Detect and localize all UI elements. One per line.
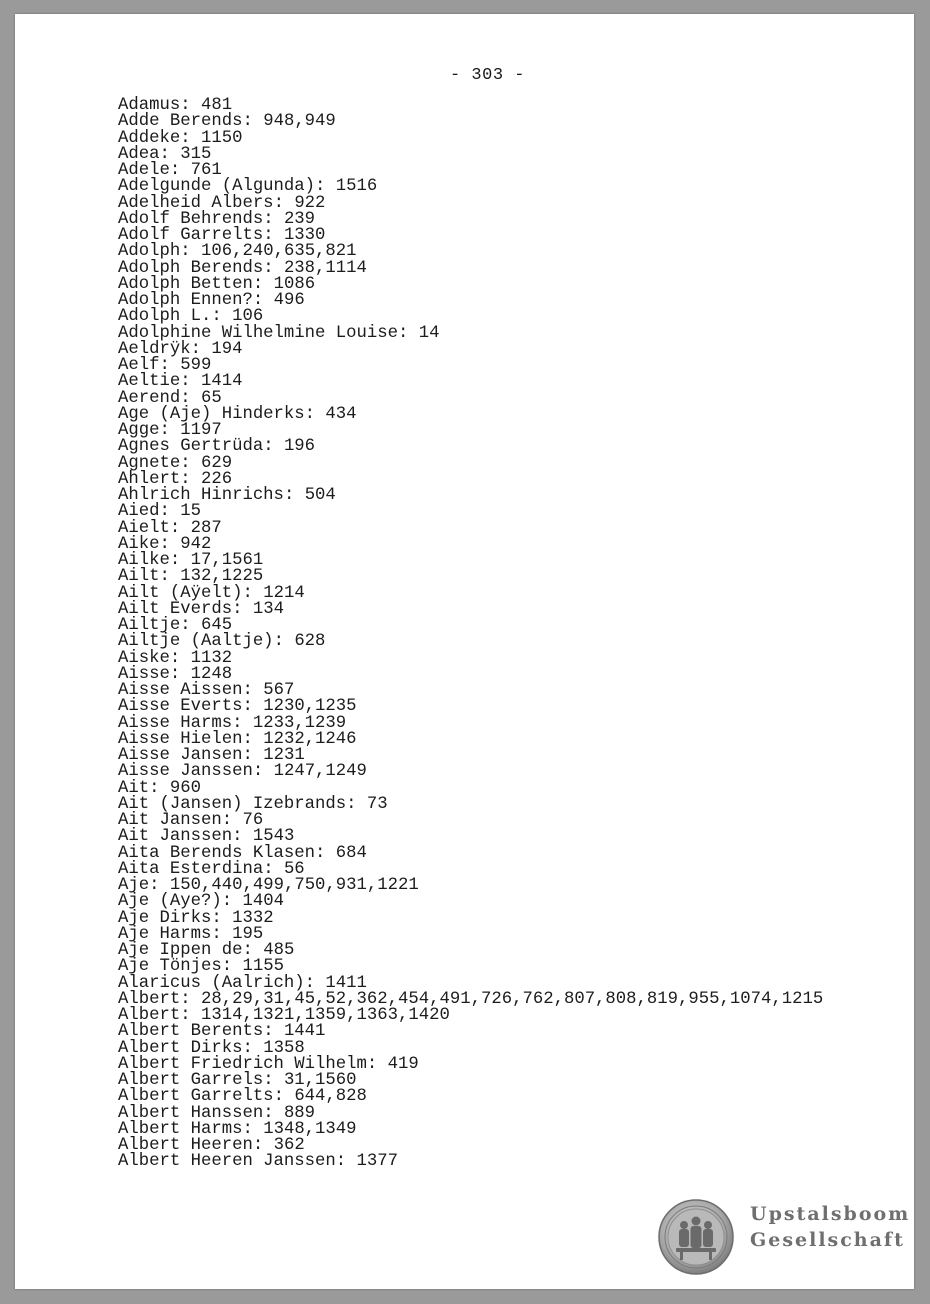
entry-page-refs: 567 xyxy=(263,681,295,700)
entry-separator: : xyxy=(252,274,274,294)
entry-name: Ailt (Aÿelt) xyxy=(118,583,243,603)
entry-name: Adelheid Albers xyxy=(118,193,274,213)
entry-name: Ailt xyxy=(118,567,160,587)
entry-separator: : xyxy=(169,551,191,570)
entry-separator: : xyxy=(180,453,201,473)
entry-name: Addeke xyxy=(118,128,181,148)
entry-name: Aisse Janssen xyxy=(118,762,253,782)
entry-page-refs: 1516 xyxy=(335,177,378,197)
entry-name: Agnete xyxy=(118,453,181,473)
entry-page-refs: 1197 xyxy=(180,421,222,440)
index-entry xyxy=(118,504,823,520)
entry-separator: : xyxy=(149,876,170,895)
entry-name: Aisse Harms xyxy=(118,713,233,733)
entry-separator: : xyxy=(159,144,181,164)
entry-separator: : xyxy=(242,941,264,960)
entry-name: Aeldrÿk xyxy=(118,339,191,359)
entry-page-refs: 195 xyxy=(232,924,264,944)
entry-page-refs: 1155 xyxy=(242,957,284,977)
entry-page-refs: 684 xyxy=(335,843,367,863)
entry-name: Adolph Berends xyxy=(118,258,264,278)
entry-separator: : xyxy=(366,1054,388,1074)
entry-name: Aerend xyxy=(118,388,181,408)
entry-separator: : xyxy=(242,112,264,132)
entry-page-refs: 1231 xyxy=(263,746,305,765)
entry-page-refs: 1232,1246 xyxy=(263,729,357,749)
entry-separator: : xyxy=(273,632,295,652)
entry-separator: : xyxy=(315,177,336,197)
index-entry xyxy=(118,404,823,424)
entry-separator: : xyxy=(211,924,233,944)
entry-page-refs: 644,828 xyxy=(294,1087,367,1107)
entry-page-refs: 1348,1349 xyxy=(263,1119,357,1139)
entry-page-refs: 1411 xyxy=(325,973,367,993)
entry-page-refs: 485 xyxy=(263,941,295,960)
entry-name: Albert Dirks xyxy=(118,1038,243,1058)
entry-separator: : xyxy=(149,778,170,798)
entry-page-refs: 1377 xyxy=(356,1152,399,1172)
entry-separator: : xyxy=(273,193,295,213)
entry-name: Aike xyxy=(118,534,160,554)
entry-name: Ailtje xyxy=(118,616,181,635)
entry-separator: : xyxy=(211,908,233,928)
entry-separator: : xyxy=(263,1071,284,1090)
entry-name: Adde Berends xyxy=(118,112,243,132)
entry-separator: : xyxy=(263,1103,284,1123)
entry-name: Aje Tönjes xyxy=(118,957,222,977)
entry-separator: : xyxy=(242,1038,264,1058)
entry-separator: : xyxy=(263,258,284,278)
entry-separator: : xyxy=(159,356,181,375)
entry-separator: : xyxy=(242,1119,264,1139)
entry-page-refs: 106,240,635,821 xyxy=(200,242,357,262)
watermark-line-2: Gesellschaft xyxy=(750,1229,905,1251)
entry-separator: : xyxy=(221,811,243,830)
page-number: - 303 - xyxy=(450,66,525,85)
entry-page-refs: 65 xyxy=(200,388,222,408)
entry-separator: : xyxy=(304,404,326,424)
entry-page-refs: 761 xyxy=(190,161,222,180)
entry-page-refs: 1230,1235 xyxy=(263,697,357,717)
entry-name: Alaricus (Aalrich) xyxy=(118,973,305,993)
entry-name: Ahlrich Hinrichs xyxy=(118,486,284,505)
entry-name: Albert Hanssen xyxy=(118,1103,264,1123)
entry-name: Aje (Aye?) xyxy=(118,892,222,912)
entry-separator: : xyxy=(263,437,284,457)
entry-page-refs: 106 xyxy=(232,307,264,327)
entry-separator: : xyxy=(315,843,336,863)
index-entry xyxy=(118,374,823,390)
entry-page-refs: 14 xyxy=(418,323,440,343)
entry-name: Albert Harms xyxy=(118,1119,243,1139)
name-index-list xyxy=(118,98,823,1171)
entry-separator: : xyxy=(169,648,191,668)
entry-page-refs: 1150 xyxy=(200,128,243,148)
entry-page-refs: 15 xyxy=(180,502,201,522)
entry-page-refs: 315 xyxy=(180,144,212,164)
entry-name: Aisse Everts xyxy=(118,697,243,717)
entry-separator: : xyxy=(180,616,201,635)
entry-page-refs: 481 xyxy=(200,96,233,115)
entry-name: Aiske xyxy=(118,648,170,668)
index-entry xyxy=(118,339,823,359)
entry-name: Adolph L. xyxy=(118,307,212,327)
entry-separator: : xyxy=(263,209,284,229)
entry-page-refs: 1214 xyxy=(263,583,305,603)
entry-separator: : xyxy=(180,1006,201,1025)
entry-page-refs: 419 xyxy=(387,1054,419,1074)
entry-separator: : xyxy=(180,372,201,392)
entry-page-refs: 628 xyxy=(294,632,326,652)
entry-page-refs: 56 xyxy=(283,859,305,879)
entry-page-refs: 132,1225 xyxy=(180,567,264,587)
index-entry xyxy=(118,488,823,504)
entry-name: Albert xyxy=(118,989,181,1009)
index-entry xyxy=(118,144,823,164)
entry-separator: : xyxy=(180,96,201,115)
entry-name: Adea xyxy=(118,144,160,164)
entry-name: Ait (Jansen) Izebrands xyxy=(118,794,347,814)
watermark xyxy=(658,1199,911,1279)
entry-page-refs: 948,949 xyxy=(263,112,336,132)
entry-separator: : xyxy=(252,1136,274,1155)
entry-name: Aied xyxy=(118,502,160,522)
entry-separator: : xyxy=(159,534,181,554)
entry-page-refs: 504 xyxy=(304,486,336,505)
entry-page-refs: 960 xyxy=(169,778,201,798)
entry-page-refs: 1358 xyxy=(263,1038,305,1058)
entry-separator: : xyxy=(232,827,253,847)
entry-name: Aje Ippen de xyxy=(118,941,243,960)
entry-name: Adelgunde (Algunda) xyxy=(118,177,316,197)
entry-page-refs: 1248 xyxy=(190,664,233,684)
document-page xyxy=(15,14,914,1289)
entry-separator: : xyxy=(273,1087,295,1107)
entry-name: Ailt Everds xyxy=(118,599,233,619)
entry-page-refs: 599 xyxy=(180,356,212,375)
entry-name: Albert xyxy=(118,1006,181,1025)
entry-page-refs: 1404 xyxy=(242,892,284,912)
entry-name: Aje Dirks xyxy=(118,908,212,928)
watermark-line-1: Upstalsboom xyxy=(750,1203,911,1225)
entry-page-refs: 31,1560 xyxy=(283,1071,357,1090)
entry-page-refs: 287 xyxy=(190,518,222,538)
entry-name: Aisse Aissen xyxy=(118,681,243,700)
entry-page-refs: 28,29,31,45,52,362,454,491,726,762,807,808,819,955,1074,1215 xyxy=(200,989,824,1009)
entry-name: Albert Berents xyxy=(118,1022,264,1042)
entry-name: Adolph xyxy=(118,242,181,262)
entry-page-refs: 922 xyxy=(294,193,326,213)
entry-page-refs: 1543 xyxy=(252,827,295,847)
entry-name: Albert Friedrich Wilhelm xyxy=(118,1054,367,1074)
entry-page-refs: 194 xyxy=(211,339,243,359)
entry-page-refs: 889 xyxy=(283,1103,316,1123)
entry-separator: : xyxy=(221,892,243,912)
entry-page-refs: 17,1561 xyxy=(190,551,264,570)
entry-page-refs: 362 xyxy=(273,1136,305,1155)
entry-page-refs: 76 xyxy=(242,811,264,830)
entry-page-refs: 645 xyxy=(200,616,233,635)
entry-page-refs: 1330 xyxy=(283,226,326,245)
seal-icon xyxy=(658,1199,734,1275)
entry-page-refs: 1233,1239 xyxy=(252,713,347,733)
entry-separator: : xyxy=(169,664,191,684)
entry-separator: : xyxy=(242,697,264,717)
entry-page-refs: 1314,1321,1359,1363,1420 xyxy=(200,1006,450,1025)
entry-separator: : xyxy=(252,291,274,310)
entry-name: Ait Jansen xyxy=(118,811,222,830)
entry-name: Albert Heeren xyxy=(118,1136,253,1155)
entry-name: Ailke xyxy=(118,551,170,570)
entry-page-refs: 1441 xyxy=(283,1022,326,1042)
entry-separator: : xyxy=(242,681,264,700)
entry-page-refs: 150,440,499,750,931,1221 xyxy=(169,876,419,895)
entry-name: Adele xyxy=(118,161,170,180)
entry-separator: : xyxy=(180,469,201,489)
entry-separator: : xyxy=(263,1022,284,1042)
entry-separator: : xyxy=(190,339,212,359)
entry-separator: : xyxy=(180,128,201,148)
entry-page-refs: 1132 xyxy=(190,648,233,668)
entry-name: Adolphine Wilhelmine Louise xyxy=(118,323,399,343)
entry-separator: : xyxy=(335,1152,357,1172)
entry-separator: : xyxy=(180,242,201,262)
entry-page-refs: 239 xyxy=(283,209,316,229)
entry-separator: : xyxy=(159,567,181,587)
entry-name: Adamus xyxy=(118,96,181,115)
entry-name: Albert Garrels xyxy=(118,1071,264,1090)
entry-page-refs: 434 xyxy=(325,404,357,424)
entry-page-refs: 1414 xyxy=(200,372,243,392)
entry-page-refs: 196 xyxy=(283,437,316,457)
entry-name: Ailtje (Aaltje) xyxy=(118,632,274,652)
entry-name: Albert Heeren Janssen xyxy=(118,1152,336,1172)
entry-page-refs: 1247,1249 xyxy=(273,762,367,782)
entry-separator: : xyxy=(159,502,181,522)
entry-name: Ahlert xyxy=(118,469,181,489)
entry-separator: : xyxy=(169,161,191,180)
entry-separator: : xyxy=(159,421,181,440)
entry-separator: : xyxy=(242,583,264,603)
entry-separator: : xyxy=(398,323,419,343)
entry-page-refs: 226 xyxy=(200,469,233,489)
entry-page-refs: 496 xyxy=(273,291,305,310)
entry-name: Aielt xyxy=(118,518,170,538)
entry-page-refs: 238,1114 xyxy=(283,258,367,278)
entry-page-refs: 73 xyxy=(366,794,388,814)
entry-separator: : xyxy=(252,762,274,782)
entry-separator: : xyxy=(283,486,305,505)
entry-separator: : xyxy=(304,973,326,993)
entry-name: Aje xyxy=(118,876,150,895)
index-entry xyxy=(118,518,823,538)
entry-name: Aisse Jansen xyxy=(118,746,243,765)
entry-separator: : xyxy=(180,388,201,408)
index-entry xyxy=(118,128,823,148)
entry-page-refs: 1332 xyxy=(232,908,274,928)
entry-name: Ait xyxy=(118,778,150,798)
index-entry xyxy=(118,764,823,780)
entry-name: Age (Aje) Hinderks xyxy=(118,404,305,424)
entry-name: Adolph Betten xyxy=(118,274,253,294)
entry-name: Agnes Gertrüda xyxy=(118,437,264,457)
entry-name: Ait Janssen xyxy=(118,827,233,847)
entry-name: Adolf Garrelts xyxy=(118,226,264,245)
index-entry xyxy=(118,1154,823,1170)
entry-name: Aisse xyxy=(118,664,170,684)
entry-name: Aita Berends Klasen xyxy=(118,843,316,863)
entry-separator: : xyxy=(221,957,243,977)
entry-name: Aelf xyxy=(118,356,160,375)
entry-separator: : xyxy=(169,518,191,538)
entry-name: Aita Esterdina xyxy=(118,859,264,879)
entry-name: Adolf Behrends xyxy=(118,209,264,229)
entry-name: Albert Garrelts xyxy=(118,1087,274,1107)
entry-page-refs: 134 xyxy=(252,599,284,619)
entry-separator: : xyxy=(211,307,233,327)
entry-separator: : xyxy=(263,226,284,245)
entry-name: Aje Harms xyxy=(118,924,212,944)
entry-separator: : xyxy=(232,599,253,619)
entry-name: Aisse Hielen xyxy=(118,729,243,749)
entry-page-refs: 1086 xyxy=(273,274,316,294)
entry-name: Adolph Ennen? xyxy=(118,291,253,310)
entry-separator: : xyxy=(346,794,367,814)
entry-separator: : xyxy=(232,713,253,733)
entry-page-refs: 942 xyxy=(180,534,212,554)
entry-name: Aeltie xyxy=(118,372,181,392)
entry-separator: : xyxy=(242,729,264,749)
entry-name: Agge xyxy=(118,421,160,440)
entry-separator: : xyxy=(263,859,284,879)
entry-page-refs: 629 xyxy=(200,453,233,473)
entry-separator: : xyxy=(180,989,201,1009)
entry-separator: : xyxy=(242,746,264,765)
